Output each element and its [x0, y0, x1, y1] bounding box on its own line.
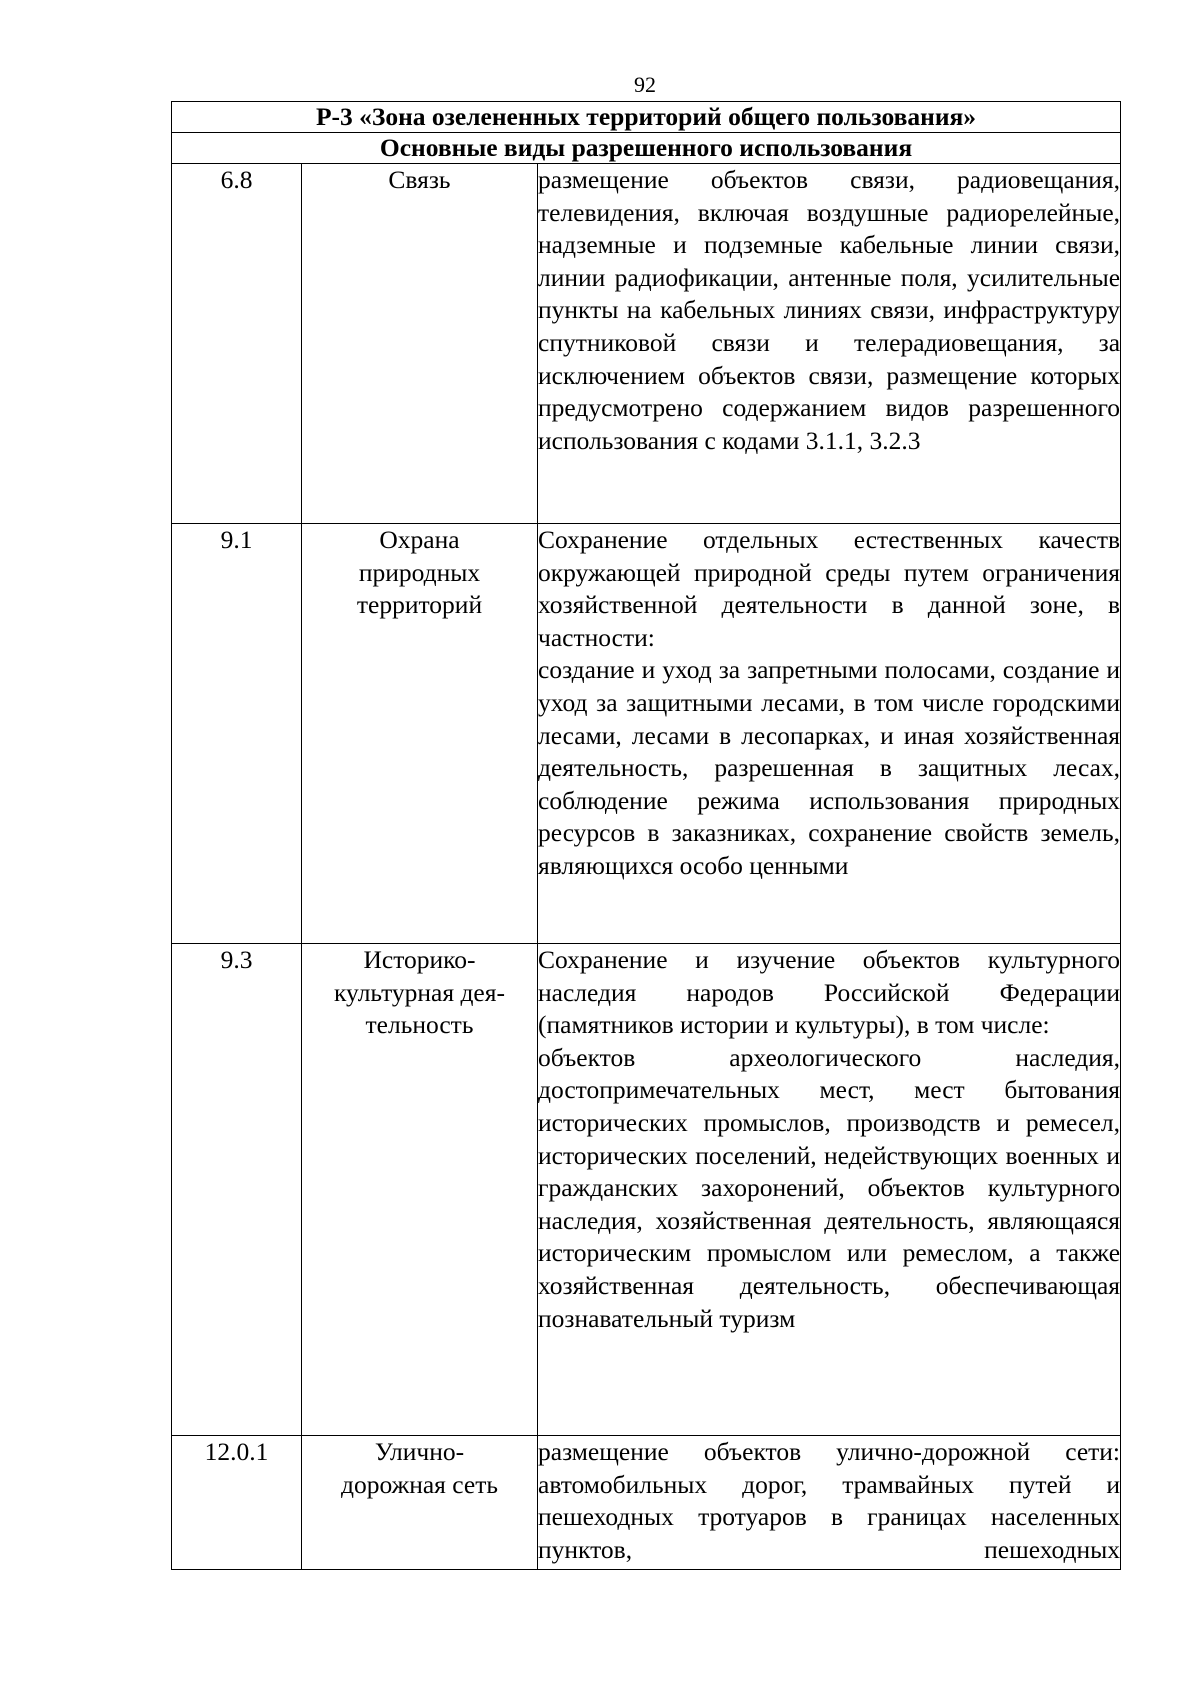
section-title: Основные виды разрешенного использования [172, 133, 1121, 164]
section-title-row [172, 133, 1121, 164]
table-row [172, 944, 1121, 1436]
use-description [538, 164, 1121, 524]
use-name: Улично- дорожная сеть [302, 1436, 538, 1570]
description-paragraph: создание и уход за запретными полосами, создание и уход за защитными лесами, в том числе городскими лесами, лесами в лесопарках, и иная хозяйственная деятельность, разрешенная в защитных лесах, соблюдение режима использования природных ресурсов в заказниках, сохранение свойств земель, являющихся особо ценными [538, 655, 1121, 880]
description-paragraph: размещение объектов улично-дорожной сети: автомобильных дорог, трамвайных путей и пешеходных тротуаров в границах населенных пунктов, пешеходных [538, 1437, 1121, 1564]
use-name: Охрана природных территорий [302, 524, 538, 944]
description-paragraph: Сохранение отдельных естественных качеств окружающей природной среды путем ограничения хозяйственной деятельности в данной зоне, в частности: [538, 525, 1121, 652]
use-code: 9.3 [172, 944, 302, 1436]
use-code: 9.1 [172, 524, 302, 944]
use-description [538, 524, 1121, 944]
land-use-table [171, 101, 1121, 1570]
table-row [172, 1436, 1121, 1570]
description-paragraph: объектов археологического наследия, достопримечательных мест, мест бытования исторических промыслов, производств и ремесел, исторических поселений, недействующих военных и гражданских захоронений, объектов культурного наследия, хозяйственная деятельность, являющаяся историческим промыслом или ремеслом, а также хозяйственная деятельность, обеспечивающая познавательный туризм [538, 1042, 1121, 1333]
zone-title: Р-3 «Зона озелененных территорий общего пользования» [172, 102, 1121, 133]
zone-title-row [172, 102, 1121, 133]
use-description [538, 944, 1121, 1436]
use-code: 6.8 [172, 164, 302, 524]
use-description [538, 1436, 1121, 1570]
use-name: Историко- культурная дея- тельность [302, 944, 538, 1436]
use-name: Связь [302, 164, 538, 524]
page-number: 92 [634, 72, 656, 97]
use-code: 12.0.1 [172, 1436, 302, 1570]
description-paragraph: размещение объектов связи, радиовещания, телевидения, включая воздушные радиорелейные, надземные и подземные кабельные линии связи, линии радиофикации, антенные поля, усилительные пункты на кабельных линиях связи, инфраструктуру спутниковой связи и телерадиовещания, за исключением объектов связи, размещение которых предусмотрено содержанием видов разрешенного использования с кодами 3.1.1, 3.2.3 [538, 165, 1121, 455]
table-row [172, 164, 1121, 524]
table-row [172, 524, 1121, 944]
description-paragraph: Сохранение и изучение объектов культурного наследия народов Российской Федерации (памятников истории и культуры), в том числе: [538, 945, 1121, 1040]
